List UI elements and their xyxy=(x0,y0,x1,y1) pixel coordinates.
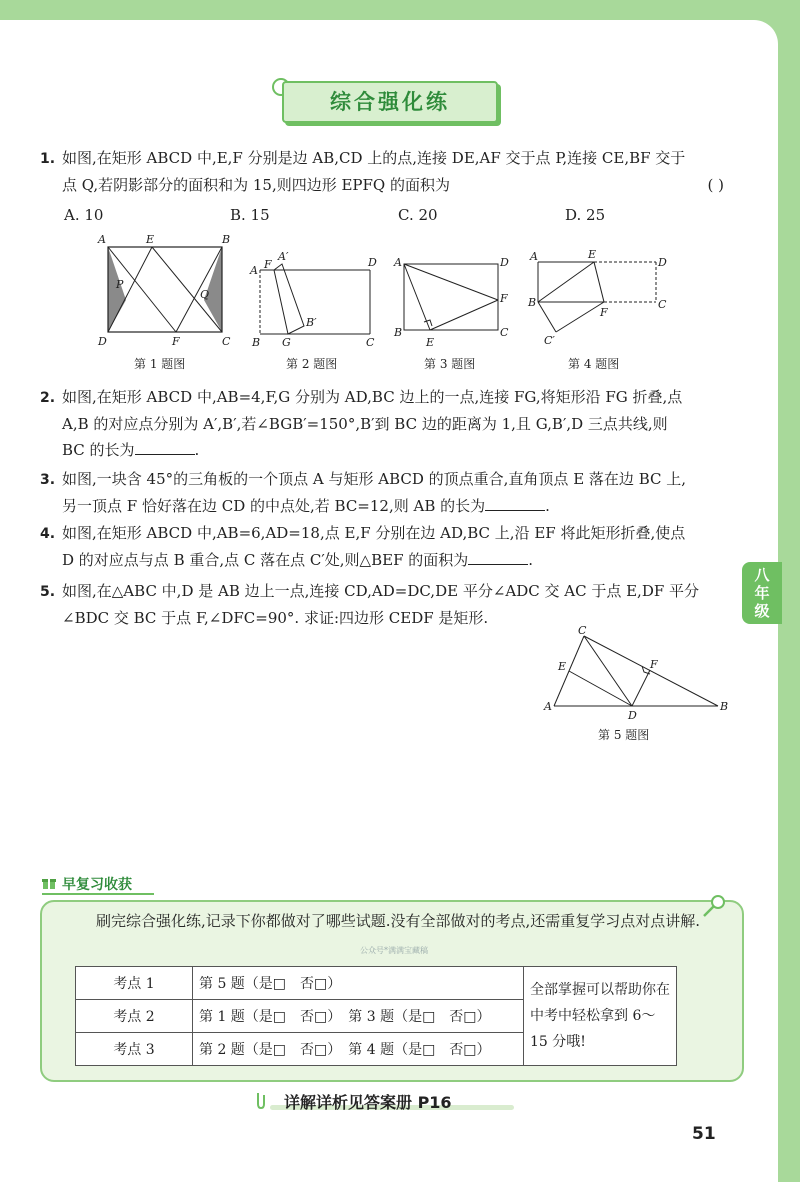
point-label: E xyxy=(426,336,435,349)
question-number: 3. xyxy=(40,472,56,488)
answer-paren: ( ) xyxy=(707,176,724,194)
question-2 xyxy=(40,384,740,463)
point-label: C xyxy=(578,624,587,637)
point-label: F xyxy=(172,335,180,348)
period: . xyxy=(545,497,550,515)
grade-tab-char: 级 xyxy=(754,602,770,620)
table-row xyxy=(76,967,677,1000)
figure-caption: 第 1 题图 xyxy=(134,357,186,371)
point-label: D xyxy=(368,256,377,269)
figure-2 xyxy=(246,248,386,352)
grade-tab xyxy=(742,562,782,624)
figure-caption: 第 3 题图 xyxy=(424,357,476,371)
question-number: 5. xyxy=(40,584,56,600)
period: . xyxy=(194,441,200,459)
section-title: 综合强化练 xyxy=(282,81,498,123)
watermark: 公众号*满满宝藏稿 xyxy=(360,946,428,955)
question-number: 4. xyxy=(40,526,56,542)
paperclip-icon xyxy=(254,1090,266,1110)
table-cell[interactable]: 第 1 题（是□ 否□） 第 3 题（是□ 否□） xyxy=(193,1000,524,1033)
table-cell: 考点 3 xyxy=(76,1033,193,1066)
point-label: B′ xyxy=(306,316,317,329)
point-label: Q xyxy=(200,288,210,301)
question-text: 另一顶点 F 恰好落在边 CD 的中点处,若 BC=12,则 AB 的长为 xyxy=(62,497,486,515)
point-label: F xyxy=(500,292,508,305)
point-label: D xyxy=(500,256,509,269)
question-text: 如图,在矩形 ABCD 中,AB=4,F,G 分别为 AD,BC 边上的一点,连接 FG,将矩形沿 FG 折叠,点 xyxy=(62,388,683,406)
question-4 xyxy=(40,520,740,573)
table-cell[interactable]: 第 2 题（是□ 否□） 第 4 题（是□ 否□） xyxy=(193,1033,524,1066)
question-3 xyxy=(40,466,740,519)
point-label: A xyxy=(394,256,402,269)
figure-caption: 第 4 题图 xyxy=(568,357,620,371)
point-label: F xyxy=(600,306,608,319)
page-frame-top xyxy=(0,0,800,20)
point-label: E xyxy=(588,248,597,261)
question-number: 1. xyxy=(40,151,56,167)
point-label: C xyxy=(500,326,509,339)
point-label: E xyxy=(558,660,567,673)
period: . xyxy=(528,551,534,569)
answer-reference[interactable]: 详解详析见答案册 P16 xyxy=(284,1093,452,1112)
question-text: 如图,在△ABC 中,D 是 AB 边上一点,连接 CD,AD=DC,DE 平分∠ADC 交 AC 于点 E,DF 平分 xyxy=(62,582,700,600)
point-label: D xyxy=(98,335,107,348)
point-label: D xyxy=(628,709,637,722)
answer-blank[interactable] xyxy=(468,550,528,565)
option-d: D. 25 xyxy=(565,206,606,224)
figure-5 xyxy=(540,622,730,722)
question-text: 点 Q,若阴影部分的面积和为 15,则四边形 EPFQ 的面积为 xyxy=(62,176,450,194)
figure-1 xyxy=(94,230,244,350)
point-label: A′ xyxy=(278,250,289,263)
point-label: C′ xyxy=(544,334,555,347)
question-text: D 的对应点与点 B 重合,点 C 落在点 C′处,则△BEF 的面积为 xyxy=(62,551,469,569)
option-a: A. 10 xyxy=(64,206,104,224)
point-label: F xyxy=(264,258,272,271)
point-label: F xyxy=(650,658,658,671)
table-cell: 考点 1 xyxy=(76,967,193,1000)
figure-caption: 第 2 题图 xyxy=(286,357,338,371)
question-text: 如图,在矩形 ABCD 中,E,F 分别是边 AB,CD 上的点,连接 DE,AF 交于点 P,连接 CE,BF 交于 xyxy=(62,149,686,167)
question-text: 如图,在矩形 ABCD 中,AB=6,AD=18,点 E,F 分别在边 AD,BC 上,沿 EF 将此矩形折叠,使点 xyxy=(62,524,686,542)
figure-3 xyxy=(390,248,520,352)
point-label: A xyxy=(530,250,538,263)
point-label: A xyxy=(250,264,258,277)
point-label: C xyxy=(366,336,375,349)
page-number: 51 xyxy=(692,1124,716,1144)
review-title: 早复习收获 xyxy=(62,877,132,893)
point-label: E xyxy=(146,233,155,246)
point-label: C xyxy=(658,298,667,311)
figure-caption: 第 5 题图 xyxy=(598,728,650,742)
review-underline xyxy=(42,893,154,895)
point-label: A xyxy=(544,700,552,713)
question-number: 2. xyxy=(40,390,56,406)
review-instructions: 刷完综合强化练,记录下你都做对了哪些试题.没有全部做对的考点,还需重复学习点对点讲解. xyxy=(96,912,701,930)
point-label: C xyxy=(222,335,231,348)
grade-tab-char: 年 xyxy=(754,584,770,602)
point-label: A xyxy=(98,233,106,246)
option-b: B. 15 xyxy=(230,206,270,224)
question-text: A,B 的对应点分别为 A′,B′,若∠BGB′=150°,B′到 BC 边的距离为 1,且 G,B′,D 三点共线,则 xyxy=(62,415,668,433)
point-label: P xyxy=(116,278,124,291)
point-label: B xyxy=(252,336,261,349)
question-1 xyxy=(40,145,740,198)
gift-icon xyxy=(42,876,56,890)
answer-blank[interactable] xyxy=(135,440,195,455)
review-table xyxy=(75,966,677,1066)
table-cell[interactable]: 第 5 题（是□ 否□） xyxy=(193,967,524,1000)
point-label: D xyxy=(658,256,667,269)
grade-tab-char: 八 xyxy=(754,566,770,584)
question-text: 如图,一块含 45°的三角板的一个顶点 A 与矩形 ABCD 的顶点重合,直角顶点 E 落在边 BC 上, xyxy=(62,470,687,488)
point-label: B xyxy=(720,700,729,713)
table-cell: 考点 2 xyxy=(76,1000,193,1033)
option-c: C. 20 xyxy=(398,206,438,224)
answer-blank[interactable] xyxy=(485,496,545,511)
review-note: 全部掌握可以帮助你在中考中轻松拿到 6～15 分哦! xyxy=(524,967,677,1066)
question-text: ∠BDC 交 BC 于点 F,∠DFC=90°. 求证:四边形 CEDF 是矩形. xyxy=(62,609,489,627)
question-text: BC 的长为 xyxy=(62,441,135,459)
point-label: B xyxy=(394,326,403,339)
point-label: G xyxy=(282,336,291,349)
figure-4 xyxy=(524,246,674,352)
point-label: B xyxy=(222,233,231,246)
point-label: B xyxy=(528,296,537,309)
